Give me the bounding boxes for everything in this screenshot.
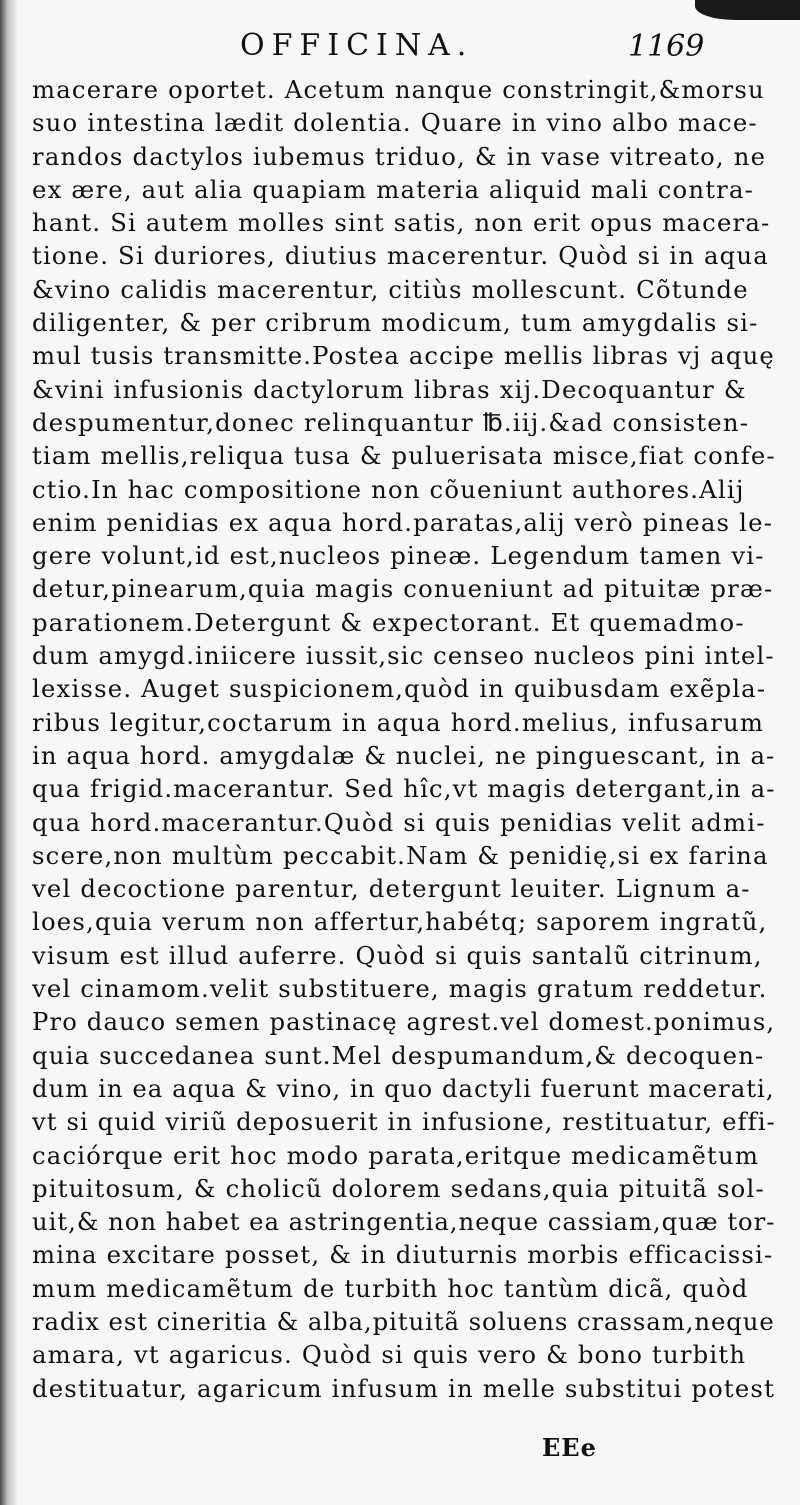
text-line: diligenter, & per cribrum modicum, tum amygdalis si- (32, 308, 759, 338)
text-line: in aqua hord. amygdalæ & nuclei, ne pinguescant, in a- (32, 740, 776, 770)
text-line: despumentur,donec relinquantur ℔.iij.&ad consisten- (32, 407, 750, 437)
text-line: tione. Si duriores, diutius macerentur. Quòd si in aqua (32, 241, 769, 271)
text-line: enim penidias ex aqua hord.paratas,alij verò pineas le- (32, 507, 774, 537)
text-line: gere volunt,id est,nucleos pineæ. Legendum tamen vi- (32, 541, 765, 571)
text-line: Pro dauco semen pastinacę agrest.vel domest.ponimus, (32, 1007, 776, 1037)
text-line: mul tusis transmitte.Postea accipe mellis libras vj aquę (32, 341, 775, 371)
text-line: destituatur, agaricum infusum in melle substitui potest (32, 1373, 776, 1403)
text-line: vel decoctione parentur, detergunt leuiter. Lignum a- (32, 874, 751, 904)
text-line: macerare oportet. Acetum nanque constringit,&morsu (32, 75, 765, 104)
text-line: &vino calidis macerentur, citiùs mollescunt. Cõtunde (32, 274, 749, 304)
text-line: vel cinamom.velit substituere, magis gratum reddetur. (32, 974, 768, 1004)
signature-mark: EEe (542, 1433, 597, 1462)
page-gutter-shadow (0, 0, 18, 1505)
text-line: pituitosum, & cholicũ dolorem sedans,quia pituitã sol- (32, 1173, 765, 1203)
text-line: hant. Si autem molles sint satis, non erit opus macera- (32, 208, 771, 238)
text-line: visum est illud auferre. Quòd si quis santalũ citrinum, (32, 940, 763, 970)
text-line: caciórque erit hoc modo parata,eritque medicamẽtum (32, 1140, 760, 1170)
text-line: ex ære, aut alia quapiam materia aliquid mali contra- (32, 174, 755, 204)
text-line: scere,non multùm peccabit.Nam & penidię,si ex farina (32, 840, 769, 870)
text-line: detur,pinearum,quia magis conueniunt ad pituitæ præ- (32, 574, 774, 604)
text-line: &vini infusionis dactylorum libras xij.Decoquantur & (32, 374, 747, 404)
page-header (0, 28, 800, 68)
text-line: qua hord.macerantur.Quòd si quis penidias velit admi- (32, 807, 766, 837)
text-line: dum in ea aqua & vino, in quo dactyli fuerunt macerati, (32, 1073, 775, 1103)
text-line: qua frigid.macerantur. Sed hîc,vt magis detergant,in a- (32, 774, 776, 804)
text-line: ribus legitur,coctarum in aqua hord.melius, infusarum (32, 707, 765, 737)
text-line: lexisse. Auget suspicionem,quòd in quibusdam exẽpla- (32, 674, 767, 704)
text-line: mum medicamẽtum de turbith hoc tantùm dicã, quòd (32, 1273, 749, 1303)
text-line: quia succedanea sunt.Mel despumandum,& decoquen- (32, 1040, 765, 1070)
text-line: radix est cineritia & alba,pituitã soluens crassam,neque (32, 1306, 775, 1336)
text-line: tiam mellis,reliqua tusa & puluerisata misce,fiat confe- (32, 441, 776, 471)
body-text (32, 73, 776, 1405)
text-line: randos dactylos iubemus triduo, & in vase vitreato, ne (32, 141, 767, 171)
text-line: suo intestina lædit dolentia. Quare in vino albo mace- (32, 108, 758, 138)
text-line: uit,& non habet ea astringentia,neque cassiam,quæ tor- (32, 1207, 776, 1237)
text-line: amara, vt agaricus. Quòd si quis vero & bono turbith (32, 1340, 747, 1370)
text-line: parationem.Detergunt & expectorant. Et quemadmo- (32, 607, 745, 637)
text-line: loes,quia verum non affertur,habétq; saporem ingratũ, (32, 907, 768, 937)
page-number: 1169 (628, 29, 705, 64)
text-line: mina excitare posset, & in diuturnis morbis efficacissi- (32, 1240, 774, 1270)
text-line: vt si quid viriũ deposuerit in infusione, restituatur, effi- (32, 1107, 776, 1137)
text-line: dum amygd.iniicere iussit,sic censeo nucleos pini intel- (32, 641, 775, 671)
ink-blot (695, 0, 800, 20)
text-line: ctio.In hac compositione non cõueniunt authores.Alij (32, 474, 745, 504)
running-head: OFFICINA. (240, 28, 474, 63)
